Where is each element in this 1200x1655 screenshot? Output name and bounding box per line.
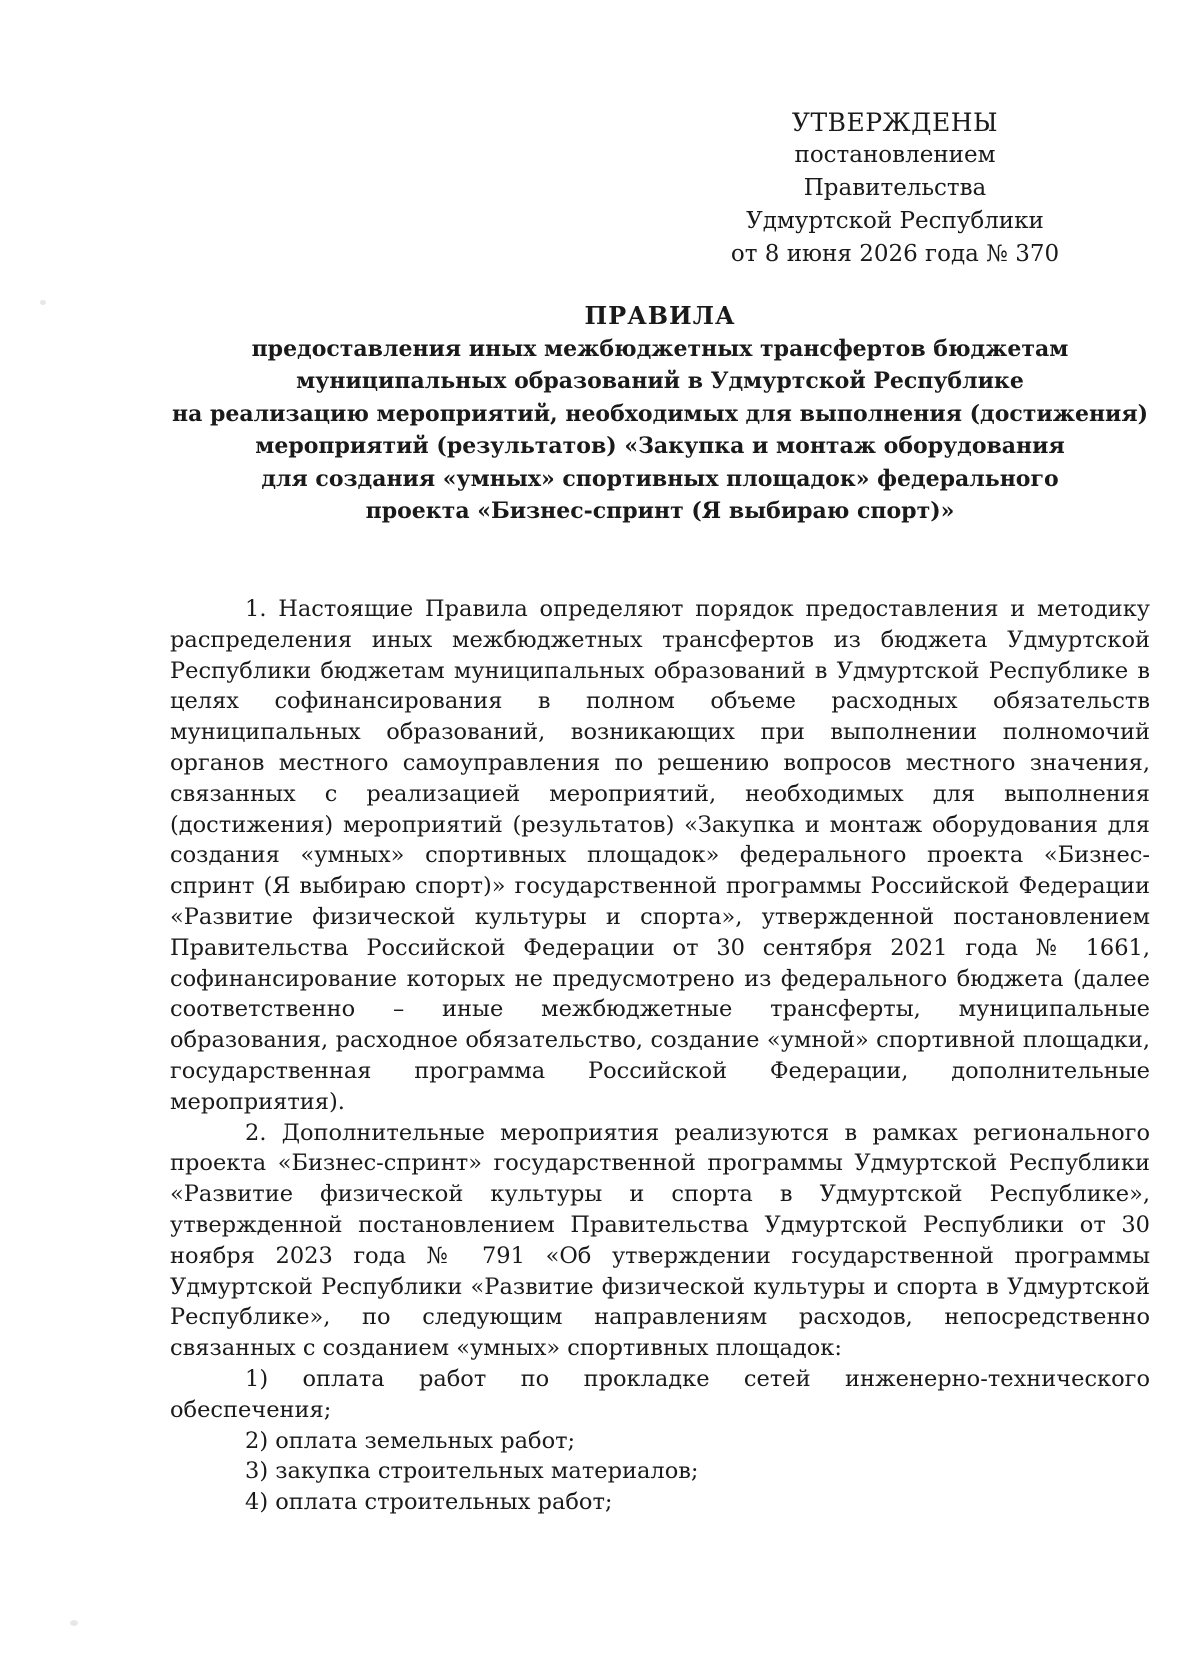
title-line: предоставления иных межбюджетных трансфертов бюджетам [251,335,1069,362]
approval-block [700,106,1090,271]
document-title [140,300,1180,528]
scan-noise [40,300,46,305]
approval-line: постановлением Правительства [794,142,996,201]
approval-heading: УТВЕРЖДЕНЫ [791,108,999,137]
document-body [170,594,1150,1518]
title-line: проекта «Бизнес-спринт (Я выбираю спорт)» [365,498,955,524]
paragraph-1: 1. Настоящие Правила определяют порядок предоставления и методику распределения иных межбюджетных трансфертов из бюджета Удмуртской Республики бюджетам муниципальных образований в Удмуртской Республике в целях софинансирования в полном объеме расходных обязательств муниципальных образований, возникающих при выполнении полномочий органов местного самоуправления по решению вопросов местного значения, связанных с реализацией мероприятий, необходимых для выполнения (достижения) мероприятий (результатов) «Закупка и монтаж оборудования для создания «умных» спортивных площадок» федерального проекта «Бизнес-спринт (Я выбираю спорт)» государственной программы Российской Федерации «Развитие физической культуры и спорта», утвержденной постановлением Правительства Российской Федерации от 30 сентября 2021 года № 1661, софинансирование которых не предусмотрено из федерального бюджета (далее соответственно – иные межбюджетные трансферты, муниципальные образования, расходное обязательство, создание «умной» спортивной площадки, государственная программа Российской Федерации, дополнительные мероприятия). [170,596,1150,1115]
scan-noise [70,1620,78,1626]
list-item: 2) оплата земельных работ; [245,1427,576,1454]
title-line: муниципальных образований в Удмуртской Республике [296,368,1024,394]
title-line: мероприятий (результатов) «Закупка и монтаж оборудования [255,433,1065,459]
approval-date: от 8 июня 2026 года № 370 [730,241,1060,267]
list-item: 3) закупка строительных материалов; [245,1458,699,1485]
title-line: для создания «умных» спортивных площадок» федерального [261,465,1059,492]
title-line: на реализацию мероприятий, необходимых для выполнения (достижения) [171,400,1149,427]
paragraph-2: 2. Дополнительные мероприятия реализуются в рамках регионального проекта «Бизнес-спринт» государственной программы Удмуртской Республики «Развитие физической культуры и спорта в Удмуртской Республике», утвержденной постановлением Правительства Удмуртской Республики от 30 ноября 2023 года № 791 «Об утверждении государственной программы Удмуртской Республики «Развитие физической культуры и спорта в Удмуртской Республике», по следующим направлениям расходов, непосредственно связанных с созданием «умных» спортивных площадок: [170,1119,1150,1362]
list-item: 4) оплата строительных работ; [245,1489,613,1516]
title-main: ПРАВИЛА [584,301,736,330]
list-item: 1) оплата работ по прокладке сетей инженерно-технического обеспечения; [170,1365,1150,1423]
approval-line: Удмуртской Республики [746,208,1044,234]
